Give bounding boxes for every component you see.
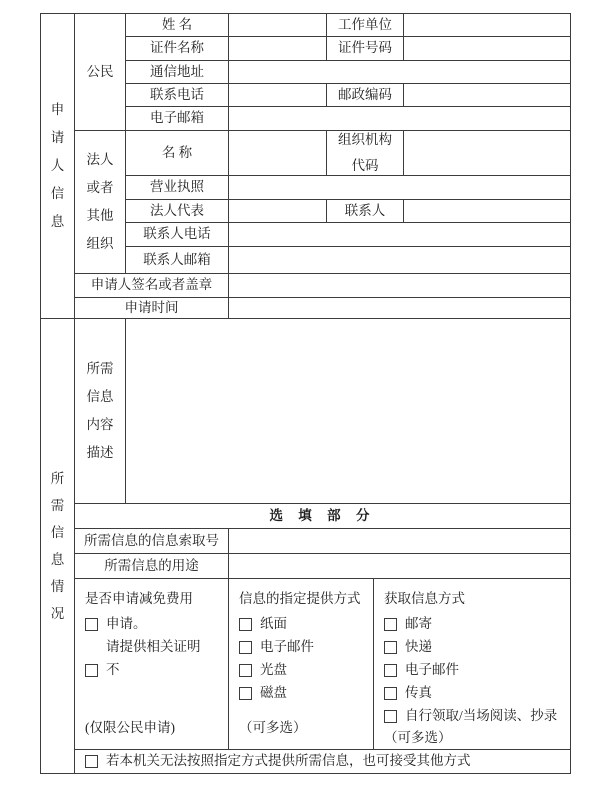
legal-entity-line2: 或者 xyxy=(86,180,114,195)
contact-email-label: 联系人邮箱 xyxy=(126,247,229,274)
contact-person-value-cell[interactable] xyxy=(404,200,571,223)
contact-person-label: 联系人 xyxy=(327,200,404,223)
legal-entity-group-label xyxy=(75,131,126,274)
info-index-number-value-cell[interactable] xyxy=(229,529,571,554)
org-name-value-cell[interactable] xyxy=(229,131,327,176)
checkbox-email-provide-icon[interactable] xyxy=(239,641,252,654)
info-description-line2: 信息 xyxy=(86,389,114,404)
phone-label: 联系电话 xyxy=(126,84,229,107)
applicant-info-section-label xyxy=(41,14,75,319)
signature-label: 申请人签名或者盖章 xyxy=(75,274,229,298)
checkbox-express-icon[interactable] xyxy=(384,641,397,654)
provide-option-email[interactable]: 电子邮件 xyxy=(239,636,363,659)
obtain-method-header: 获取信息方式 xyxy=(384,591,465,606)
legal-entity-line4: 组织 xyxy=(86,236,114,251)
apply-time-label: 申请时间 xyxy=(75,298,229,319)
provide-option-cd[interactable]: 光盘 xyxy=(239,659,363,682)
fee-apply-note: 请提供相关证明 xyxy=(106,639,201,655)
legal-rep-label: 法人代表 xyxy=(126,200,229,223)
apply-time-value-cell[interactable] xyxy=(229,298,571,319)
business-license-value-cell[interactable] xyxy=(229,176,571,200)
form-table xyxy=(40,13,571,774)
obtain-option-self-pickup[interactable]: 自行领取/当场阅读、抄录 xyxy=(384,705,560,728)
obtain-method-column xyxy=(374,579,571,750)
legal-rep-value-cell[interactable] xyxy=(229,200,327,223)
checkbox-self-pickup-icon[interactable] xyxy=(384,710,397,723)
org-code-label xyxy=(327,131,404,176)
info-purpose-label: 所需信息的用途 xyxy=(75,554,229,579)
obtain-option-express[interactable]: 快递 xyxy=(384,636,560,659)
postcode-label: 邮政编码 xyxy=(327,84,404,107)
postcode-value-cell[interactable] xyxy=(404,84,571,107)
checkbox-accept-other-icon[interactable] xyxy=(85,755,98,768)
contact-phone-value-cell[interactable] xyxy=(229,223,571,247)
obtain-option-fax[interactable]: 传真 xyxy=(384,682,560,705)
checkbox-email-obtain-icon[interactable] xyxy=(384,664,397,677)
business-license-label: 营业执照 xyxy=(126,176,229,200)
checkbox-mail-icon[interactable] xyxy=(384,618,397,631)
required-info-vertical-text: 所需信息情况 xyxy=(50,471,65,621)
cert-number-label: 证件号码 xyxy=(327,37,404,61)
obtain-option-email[interactable]: 电子邮件 xyxy=(384,659,560,682)
legal-entity-line1: 法人 xyxy=(86,152,114,167)
checkbox-disk-icon[interactable] xyxy=(239,687,252,700)
phone-value-cell[interactable] xyxy=(229,84,327,107)
obtain-option-mail[interactable]: 邮寄 xyxy=(384,613,560,636)
info-description-line4: 描述 xyxy=(86,445,114,460)
org-name-label: 名 称 xyxy=(126,131,229,176)
info-description-line3: 内容 xyxy=(86,417,114,432)
fee-option-no[interactable]: 不 xyxy=(85,659,218,682)
info-description-label xyxy=(75,319,126,504)
checkbox-paper-icon[interactable] xyxy=(239,618,252,631)
applicant-info-vertical-text: 申请人信息 xyxy=(50,102,65,229)
org-code-line1: 组织机构 xyxy=(338,132,392,147)
checkbox-no-icon[interactable] xyxy=(85,664,98,677)
required-info-section-label xyxy=(41,319,75,774)
checkbox-fax-icon[interactable] xyxy=(384,687,397,700)
cert-number-value-cell[interactable] xyxy=(404,37,571,61)
checkbox-apply-icon[interactable] xyxy=(85,618,98,631)
info-index-number-label: 所需信息的信息索取号 xyxy=(75,529,229,554)
fee-footnote: (仅限公民申请) xyxy=(85,720,175,735)
checkbox-cd-icon[interactable] xyxy=(239,664,252,677)
provide-option-paper[interactable]: 纸面 xyxy=(239,613,363,636)
cert-name-value-cell[interactable] xyxy=(229,37,327,61)
name-value-cell[interactable] xyxy=(229,14,327,37)
optional-part-header: 选 填 部 分 xyxy=(75,504,571,529)
email-value-cell[interactable] xyxy=(229,107,571,131)
email-label: 电子邮箱 xyxy=(126,107,229,131)
obtain-footnote: （可多选） xyxy=(384,730,452,745)
info-purpose-value-cell[interactable] xyxy=(229,554,571,579)
info-description-value-cell[interactable] xyxy=(126,319,571,504)
signature-value-cell[interactable] xyxy=(229,274,571,298)
contact-phone-label: 联系人电话 xyxy=(126,223,229,247)
info-description-line1: 所需 xyxy=(86,361,114,376)
name-label: 姓 名 xyxy=(126,14,229,37)
fee-option-apply[interactable]: 申请。 xyxy=(85,613,218,636)
org-code-line2: 代码 xyxy=(351,158,379,173)
other-method-note-text: 若本机关无法按照指定方式提供所需信息，也可接受其他方式 xyxy=(106,753,471,769)
fee-waiver-column xyxy=(75,579,229,750)
work-unit-label: 工作单位 xyxy=(327,14,404,37)
address-label: 通信地址 xyxy=(126,61,229,84)
contact-email-value-cell[interactable] xyxy=(229,247,571,274)
legal-entity-line3: 其他 xyxy=(86,208,114,223)
cert-name-label: 证件名称 xyxy=(126,37,229,61)
citizen-group-label: 公民 xyxy=(75,14,126,131)
address-value-cell[interactable] xyxy=(229,61,571,84)
provide-footnote: （可多选） xyxy=(239,720,307,735)
provide-option-disk[interactable]: 磁盘 xyxy=(239,682,363,705)
work-unit-value-cell[interactable] xyxy=(404,14,571,37)
org-code-value-cell[interactable] xyxy=(404,131,571,176)
other-method-note-row xyxy=(75,750,571,774)
fee-waiver-header: 是否申请减免费用 xyxy=(85,591,193,606)
provide-method-column xyxy=(229,579,374,750)
provide-method-header: 信息的指定提供方式 xyxy=(239,591,361,606)
